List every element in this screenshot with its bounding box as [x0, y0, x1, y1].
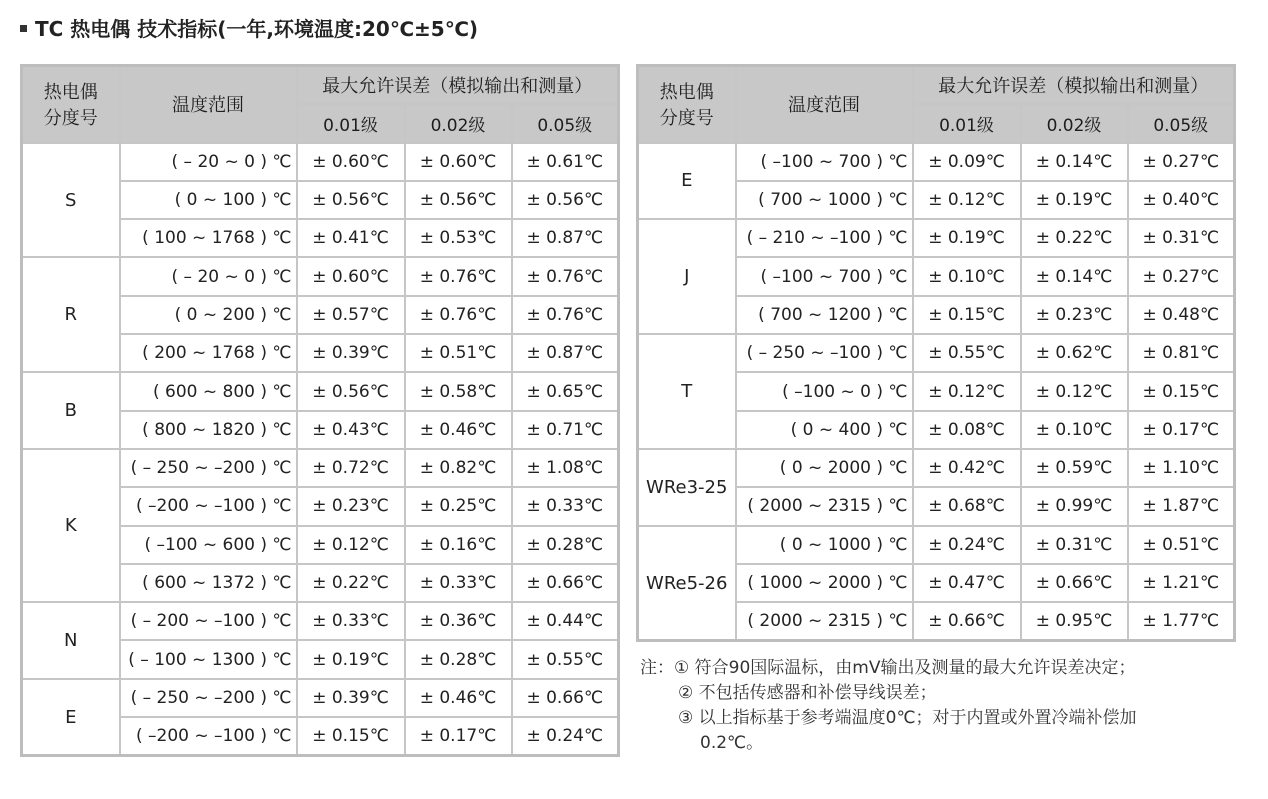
thermocouple-type: E [638, 143, 736, 220]
temperature-range: ( –100 ~ 600 ) ℃ [120, 526, 297, 564]
error-value: ± 0.43℃ [297, 411, 405, 449]
error-value: ± 0.47℃ [913, 564, 1021, 602]
thermocouple-type: T [638, 334, 736, 449]
error-value: ± 0.76℃ [512, 257, 619, 295]
error-value: ± 0.19℃ [913, 219, 1021, 257]
table-row [22, 257, 619, 295]
error-value: ± 1.77℃ [1128, 602, 1235, 641]
temperature-range: ( 0 ~ 1000 ) ℃ [736, 526, 913, 564]
error-value: ± 0.53℃ [405, 219, 512, 257]
error-value: ± 1.21℃ [1128, 564, 1235, 602]
error-value: ± 0.16℃ [405, 526, 512, 564]
error-value: ± 0.61℃ [512, 143, 619, 181]
temperature-range: ( –100 ~ 0 ) ℃ [736, 372, 913, 410]
error-value: ± 0.19℃ [1021, 181, 1128, 219]
error-value: ± 0.51℃ [1128, 526, 1235, 564]
thermocouple-type: K [22, 449, 120, 602]
temperature-range: ( – 250 ~ –100 ) ℃ [736, 334, 913, 372]
error-value: ± 0.60℃ [297, 143, 405, 181]
error-value: ± 0.56℃ [405, 181, 512, 219]
temperature-range: ( 700 ~ 1200 ) ℃ [736, 296, 913, 334]
thermocouple-type: R [22, 257, 120, 372]
header-type-col [638, 66, 736, 143]
header-type-line1: 热电偶 [43, 82, 98, 104]
error-value: ± 0.56℃ [297, 372, 405, 410]
error-value: ± 0.36℃ [405, 602, 512, 640]
temperature-range: ( 600 ~ 800 ) ℃ [120, 372, 297, 410]
temperature-range: ( 700 ~ 1000 ) ℃ [736, 181, 913, 219]
note-line: 注：① 符合90国际温标，由mV输出及测量的最大允许误差决定； [640, 658, 1136, 678]
header-type-line2: 分度号 [43, 108, 98, 130]
error-value: ± 0.51℃ [405, 334, 512, 372]
table-row [22, 449, 619, 487]
error-value: ± 0.95℃ [1021, 602, 1128, 641]
error-value: ± 0.25℃ [405, 487, 512, 525]
temperature-range: ( 0 ~ 100 ) ℃ [120, 181, 297, 219]
spec-table-right [636, 64, 1236, 642]
error-value: ± 0.14℃ [1021, 143, 1128, 181]
note-line: ② 不包括传感器和补偿导线误差； [678, 683, 937, 703]
error-value: ± 0.19℃ [297, 640, 405, 678]
thermocouple-type: E [22, 679, 120, 756]
thermocouple-type: S [22, 143, 120, 258]
page-title [20, 14, 478, 44]
error-value: ± 0.15℃ [913, 296, 1021, 334]
header-grade: 0.02级 [1021, 104, 1128, 142]
temperature-range: ( –100 ~ 700 ) ℃ [736, 143, 913, 181]
header-error-col: 最大允许误差（模拟输出和测量） [297, 66, 619, 105]
error-value: ± 0.99℃ [1021, 487, 1128, 525]
table-row [638, 449, 1235, 487]
header-grade: 0.01级 [913, 104, 1021, 142]
error-value: ± 0.57℃ [297, 296, 405, 334]
table-row [638, 219, 1235, 257]
temperature-range: ( –200 ~ –100 ) ℃ [120, 717, 297, 756]
notes [640, 656, 1137, 756]
error-value: ± 1.10℃ [1128, 449, 1235, 487]
error-value: ± 0.24℃ [913, 526, 1021, 564]
error-value: ± 0.41℃ [297, 219, 405, 257]
temperature-range: ( –100 ~ 700 ) ℃ [736, 257, 913, 295]
error-value: ± 0.55℃ [913, 334, 1021, 372]
error-value: ± 0.44℃ [512, 602, 619, 640]
page-title-text: TC 热电偶 技术指标(一年,环境温度:20℃±5℃) [35, 17, 479, 41]
temperature-range: ( – 250 ~ –200 ) ℃ [120, 679, 297, 717]
error-value: ± 0.87℃ [512, 219, 619, 257]
header-range-col: 温度范围 [736, 66, 913, 143]
error-value: ± 0.24℃ [512, 717, 619, 756]
error-value: ± 0.17℃ [405, 717, 512, 756]
error-value: ± 0.15℃ [1128, 372, 1235, 410]
header-type-line2: 分度号 [659, 108, 714, 130]
error-value: ± 0.27℃ [1128, 143, 1235, 181]
error-value: ± 1.87℃ [1128, 487, 1235, 525]
header-grade: 0.05级 [1128, 104, 1235, 142]
error-value: ± 0.27℃ [1128, 257, 1235, 295]
table-row [638, 334, 1235, 372]
error-value: ± 0.59℃ [1021, 449, 1128, 487]
temperature-range: ( – 20 ~ 0 ) ℃ [120, 143, 297, 181]
error-value: ± 0.46℃ [405, 679, 512, 717]
error-value: ± 0.12℃ [913, 181, 1021, 219]
error-value: ± 0.15℃ [297, 717, 405, 756]
error-value: ± 0.66℃ [1021, 564, 1128, 602]
thermocouple-type: WRe3-25 [638, 449, 736, 526]
error-value: ± 0.33℃ [297, 602, 405, 640]
table-row [638, 143, 1235, 181]
temperature-range: ( – 20 ~ 0 ) ℃ [120, 257, 297, 295]
table-row [638, 526, 1235, 564]
header-grade: 0.05级 [512, 104, 619, 142]
error-value: ± 0.48℃ [1128, 296, 1235, 334]
error-value: ± 0.33℃ [512, 487, 619, 525]
table-row [22, 143, 619, 181]
error-value: ± 0.22℃ [1021, 219, 1128, 257]
temperature-range: ( – 200 ~ –100 ) ℃ [120, 602, 297, 640]
error-value: ± 0.23℃ [297, 487, 405, 525]
error-value: ± 0.66℃ [913, 602, 1021, 641]
temperature-range: ( – 210 ~ –100 ) ℃ [736, 219, 913, 257]
temperature-range: ( 2000 ~ 2315 ) ℃ [736, 487, 913, 525]
temperature-range: ( 800 ~ 1820 ) ℃ [120, 411, 297, 449]
error-value: ± 0.66℃ [512, 564, 619, 602]
error-value: ± 0.42℃ [913, 449, 1021, 487]
table-body [638, 143, 1235, 641]
temperature-range: ( 0 ~ 400 ) ℃ [736, 411, 913, 449]
table-row [22, 602, 619, 640]
note-line: 0.2℃。 [700, 733, 764, 753]
error-value: ± 0.14℃ [1021, 257, 1128, 295]
error-value: ± 0.58℃ [405, 372, 512, 410]
table-body [22, 143, 619, 756]
header-type-line1: 热电偶 [659, 82, 714, 104]
temperature-range: ( 2000 ~ 2315 ) ℃ [736, 602, 913, 641]
table-row [22, 679, 619, 717]
error-value: ± 0.76℃ [405, 257, 512, 295]
error-value: ± 0.87℃ [512, 334, 619, 372]
temperature-range: ( 1000 ~ 2000 ) ℃ [736, 564, 913, 602]
thermocouple-type: J [638, 219, 736, 334]
header-error-col: 最大允许误差（模拟输出和测量） [913, 66, 1235, 105]
error-value: ± 0.10℃ [913, 257, 1021, 295]
error-value: ± 0.10℃ [1021, 411, 1128, 449]
header-grade: 0.01级 [297, 104, 405, 142]
error-value: ± 1.08℃ [512, 449, 619, 487]
error-value: ± 0.76℃ [512, 296, 619, 334]
note-line: ③ 以上指标基于参考端温度0℃；对于内置或外置冷端补偿加 [678, 708, 1137, 728]
error-value: ± 0.39℃ [297, 679, 405, 717]
error-value: ± 0.65℃ [512, 372, 619, 410]
error-value: ± 0.40℃ [1128, 181, 1235, 219]
error-value: ± 0.68℃ [913, 487, 1021, 525]
error-value: ± 0.62℃ [1021, 334, 1128, 372]
temperature-range: ( – 100 ~ 1300 ) ℃ [120, 640, 297, 678]
error-value: ± 0.08℃ [913, 411, 1021, 449]
error-value: ± 0.28℃ [512, 526, 619, 564]
error-value: ± 0.31℃ [1128, 219, 1235, 257]
temperature-range: ( – 250 ~ –200 ) ℃ [120, 449, 297, 487]
error-value: ± 0.56℃ [297, 181, 405, 219]
error-value: ± 0.60℃ [297, 257, 405, 295]
table-row [22, 372, 619, 410]
temperature-range: ( –200 ~ –100 ) ℃ [120, 487, 297, 525]
error-value: ± 0.39℃ [297, 334, 405, 372]
temperature-range: ( 600 ~ 1372 ) ℃ [120, 564, 297, 602]
error-value: ± 0.46℃ [405, 411, 512, 449]
error-value: ± 0.12℃ [1021, 372, 1128, 410]
error-value: ± 0.33℃ [405, 564, 512, 602]
temperature-range: ( 200 ~ 1768 ) ℃ [120, 334, 297, 372]
error-value: ± 0.12℃ [297, 526, 405, 564]
error-value: ± 0.31℃ [1021, 526, 1128, 564]
error-value: ± 0.60℃ [405, 143, 512, 181]
error-value: ± 0.22℃ [297, 564, 405, 602]
error-value: ± 0.28℃ [405, 640, 512, 678]
header-type-col [22, 66, 120, 143]
error-value: ± 0.82℃ [405, 449, 512, 487]
error-value: ± 0.76℃ [405, 296, 512, 334]
header-grade: 0.02级 [405, 104, 512, 142]
error-value: ± 0.71℃ [512, 411, 619, 449]
error-value: ± 0.55℃ [512, 640, 619, 678]
spec-table-left [20, 64, 620, 757]
error-value: ± 0.17℃ [1128, 411, 1235, 449]
header-range-col: 温度范围 [120, 66, 297, 143]
error-value: ± 0.23℃ [1021, 296, 1128, 334]
error-value: ± 0.72℃ [297, 449, 405, 487]
error-value: ± 0.56℃ [512, 181, 619, 219]
error-value: ± 0.09℃ [913, 143, 1021, 181]
temperature-range: ( 100 ~ 1768 ) ℃ [120, 219, 297, 257]
error-value: ± 0.12℃ [913, 372, 1021, 410]
thermocouple-type: N [22, 602, 120, 679]
error-value: ± 0.66℃ [512, 679, 619, 717]
bullet-icon [20, 25, 27, 32]
error-value: ± 0.81℃ [1128, 334, 1235, 372]
temperature-range: ( 0 ~ 2000 ) ℃ [736, 449, 913, 487]
temperature-range: ( 0 ~ 200 ) ℃ [120, 296, 297, 334]
thermocouple-type: WRe5-26 [638, 526, 736, 641]
thermocouple-type: B [22, 372, 120, 449]
